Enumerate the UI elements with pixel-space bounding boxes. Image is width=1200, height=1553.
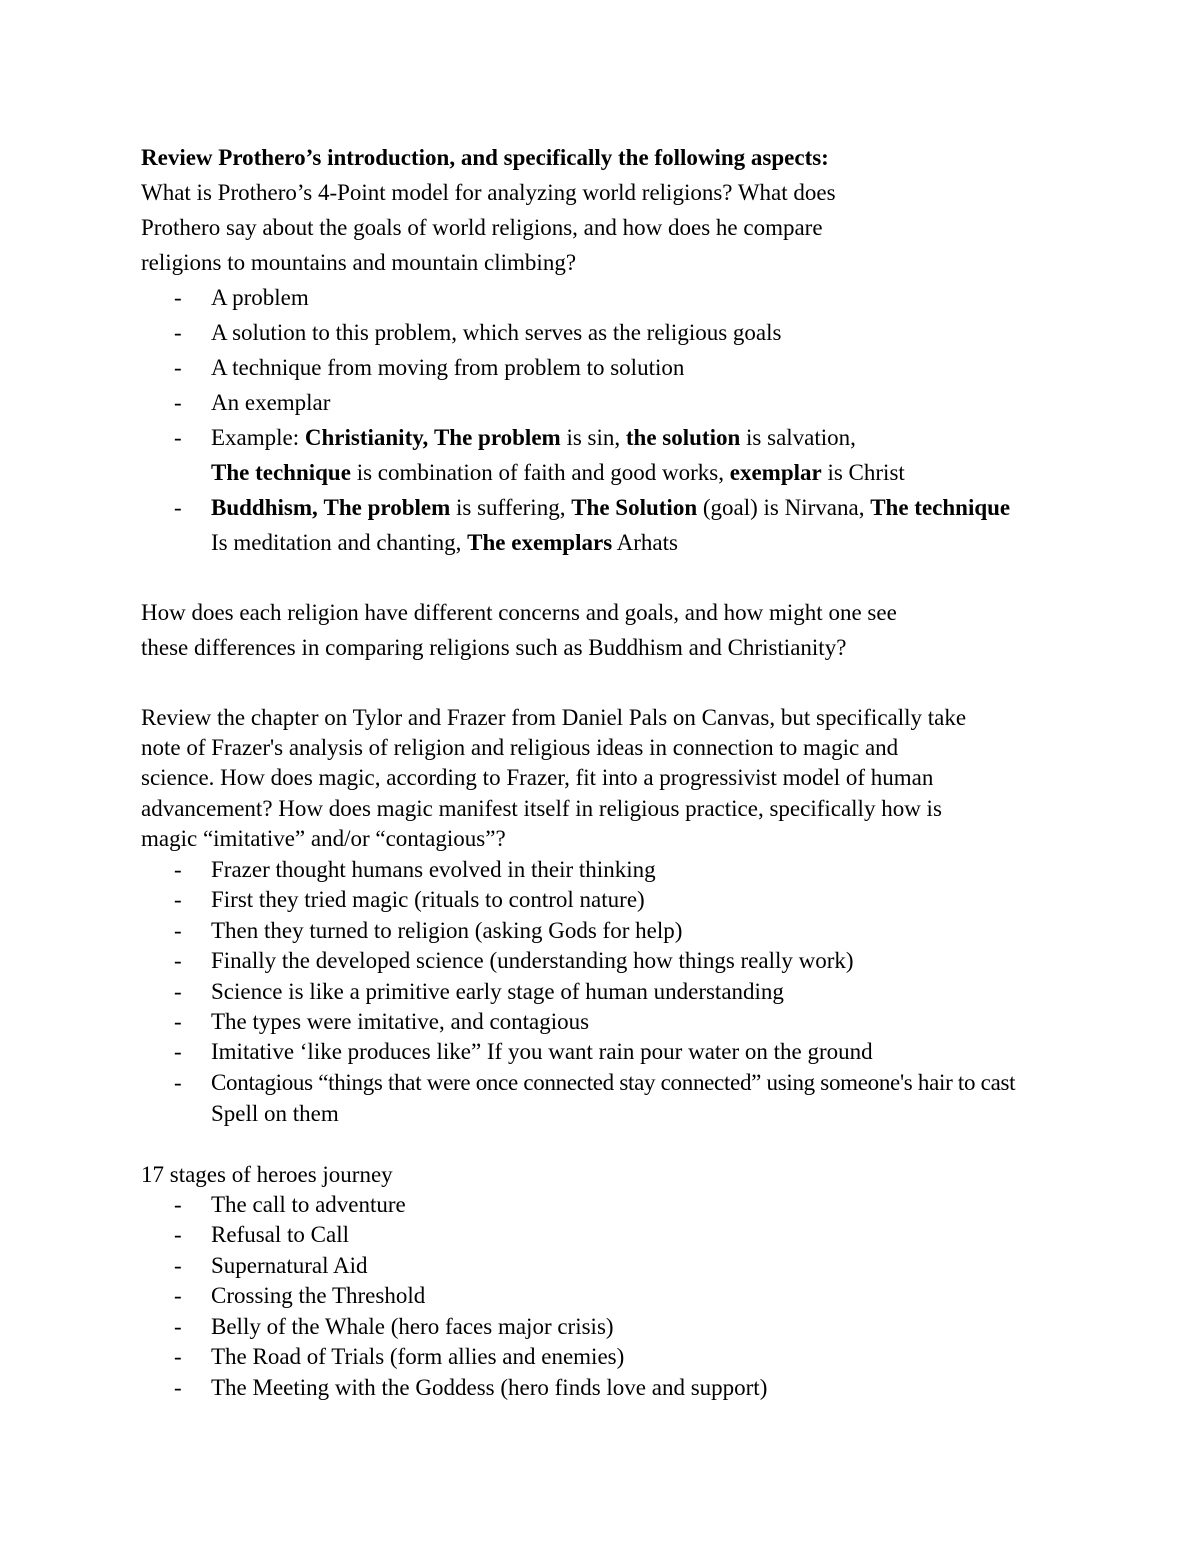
bullet-marker: - bbox=[174, 320, 182, 345]
bullet-marker: - bbox=[174, 1039, 182, 1064]
list-item: The Road of Trials (form allies and enemies) bbox=[211, 1344, 625, 1369]
bullet-marker: - bbox=[174, 1009, 182, 1034]
section4-heading: 17 stages of heroes journey bbox=[141, 1162, 393, 1187]
list-item: Crossing the Threshold bbox=[211, 1283, 426, 1308]
list-item: Finally the developed science (understanding how things really work) bbox=[211, 948, 854, 973]
section1-question-line: religions to mountains and mountain climbing? bbox=[141, 250, 577, 275]
buddhism-example-line-2: Is meditation and chanting, The exemplars Arhats bbox=[211, 530, 678, 555]
list-item: The call to adventure bbox=[211, 1192, 406, 1217]
list-item: Belly of the Whale (hero faces major crisis) bbox=[211, 1314, 614, 1339]
bullet-marker: - bbox=[174, 355, 182, 380]
section3-line: Review the chapter on Tylor and Frazer from Daniel Pals on Canvas, but specifically take bbox=[141, 705, 967, 730]
bullet-marker: - bbox=[174, 425, 182, 450]
bullet-marker: - bbox=[174, 1222, 182, 1247]
bullet-marker: - bbox=[174, 979, 182, 1004]
bullet-marker: - bbox=[174, 1253, 182, 1278]
list-item: Science is like a primitive early stage of human understanding bbox=[211, 979, 784, 1004]
bullet-marker: - bbox=[174, 390, 182, 415]
list-item: A problem bbox=[211, 285, 309, 310]
list-item: Then they turned to religion (asking Gods for help) bbox=[211, 918, 683, 943]
list-item: An exemplar bbox=[211, 390, 331, 415]
section3-line: advancement? How does magic manifest itself in religious practice, specifically how is bbox=[141, 796, 942, 821]
bullet-marker: - bbox=[174, 285, 182, 310]
christianity-example-line: Example: Christianity, The problem is sin, the solution is salvation, bbox=[211, 425, 856, 450]
section3-line: magic “imitative” and/or “contagious”? bbox=[141, 826, 506, 851]
bullet-marker: - bbox=[174, 1070, 182, 1095]
bullet-marker: - bbox=[174, 948, 182, 973]
list-item: Frazer thought humans evolved in their thinking bbox=[211, 857, 656, 882]
bullet-marker: - bbox=[174, 887, 182, 912]
list-item: The types were imitative, and contagious bbox=[211, 1009, 590, 1034]
section1-question-line: What is Prothero’s 4-Point model for analyzing world religions? What does bbox=[141, 180, 836, 205]
bullet-marker: - bbox=[174, 1314, 182, 1339]
list-item: First they tried magic (rituals to control nature) bbox=[211, 887, 645, 912]
bullet-marker: - bbox=[174, 495, 182, 520]
section3-line: science. How does magic, according to Frazer, fit into a progressivist model of human bbox=[141, 765, 934, 790]
list-item: A solution to this problem, which serves as the religious goals bbox=[211, 320, 782, 345]
bullet-marker: - bbox=[174, 918, 182, 943]
list-item: Supernatural Aid bbox=[211, 1253, 368, 1278]
bullet-marker: - bbox=[174, 1283, 182, 1308]
list-item: Refusal to Call bbox=[211, 1222, 349, 1247]
list-item-continuation: Spell on them bbox=[211, 1101, 339, 1126]
bullet-marker: - bbox=[174, 1375, 182, 1400]
list-item: A technique from moving from problem to solution bbox=[211, 355, 685, 380]
section3-line: note of Frazer's analysis of religion and religious ideas in connection to magic and bbox=[141, 735, 899, 760]
buddhism-example-line: Buddhism, The problem is suffering, The Solution (goal) is Nirvana, The technique bbox=[211, 495, 1011, 520]
list-item: The Meeting with the Goddess (hero finds love and support) bbox=[211, 1375, 768, 1400]
section1-heading: Review Prothero’s introduction, and specifically the following aspects: bbox=[141, 145, 829, 170]
section2-line: these differences in comparing religions such as Buddhism and Christianity? bbox=[141, 635, 847, 660]
list-item: Contagious “things that were once connected stay connected” using someone's hair to cast bbox=[211, 1070, 1016, 1095]
bullet-marker: - bbox=[174, 1344, 182, 1369]
bullet-marker: - bbox=[174, 857, 182, 882]
bullet-marker: - bbox=[174, 1192, 182, 1217]
christianity-example-line-2: The technique is combination of faith and good works, exemplar is Christ bbox=[211, 460, 905, 485]
section1-question-line: Prothero say about the goals of world religions, and how does he compare bbox=[141, 215, 823, 240]
list-item: Imitative ‘like produces like” If you want rain pour water on the ground bbox=[211, 1039, 873, 1064]
section2-line: How does each religion have different concerns and goals, and how might one see bbox=[141, 600, 897, 625]
